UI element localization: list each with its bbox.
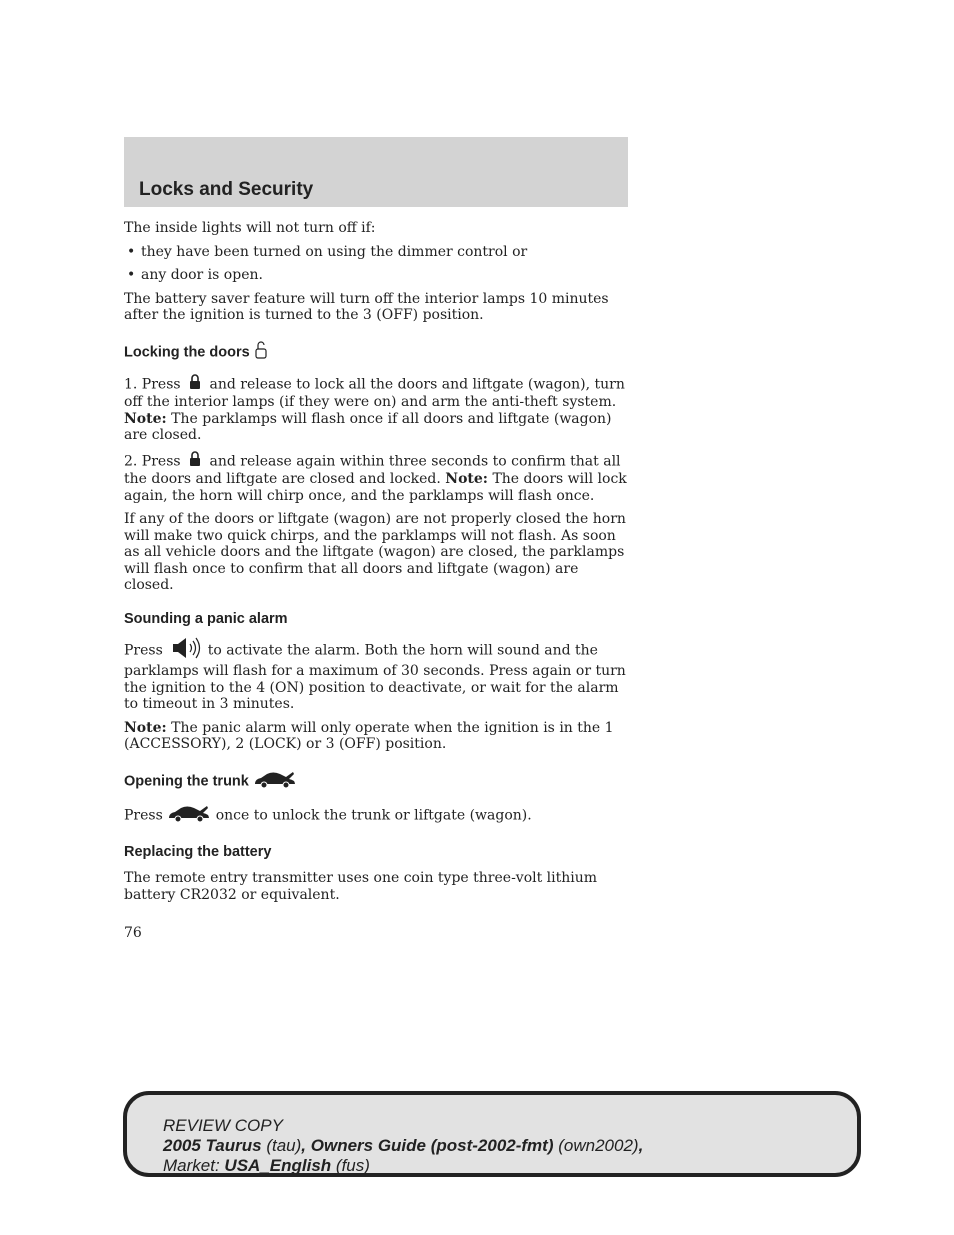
- battery-saver-text: The battery saver feature will turn off the interior lamps 10 minutes after the ignition is turned to the 3 (OFF) position.: [124, 290, 609, 323]
- battery-heading: Replacing the battery: [124, 844, 272, 860]
- unlock-icon: [254, 340, 268, 365]
- locking-step-2: 2. Press and release again within three seconds to confirm that all the doors and liftgate are closed and locked. Note: The doors will lock again, the horn will chirp once, and the parklamps will flash once.: [124, 451, 630, 505]
- trunk-text: Press once to unlock the trunk or liftgate (wagon).: [124, 803, 630, 828]
- section-header: [124, 137, 628, 207]
- locking-step-1: 1. Press and release to lock all the doors and liftgate (wagon), turn off the interior lamps (if they were on) and arm the anti-theft system. Note: The parklamps will flash once if all doors and liftgate (wagon) are closed.: [124, 374, 630, 444]
- panic-heading: Sounding a panic alarm: [124, 610, 288, 627]
- list-item: • any door is open.: [127, 267, 263, 283]
- intro-lead: The inside lights will not turn off if:: [124, 220, 376, 236]
- page-content: [124, 220, 630, 910]
- trunk-icon: [167, 803, 211, 828]
- footer-model-line: 2005 Taurus (tau), Owners Guide (post-2002-fmt) (own2002),: [163, 1136, 644, 1155]
- battery-text: The remote entry transmitter uses one coin type three-volt lithium battery CR2032 or equivalent.: [124, 870, 598, 903]
- page-number: 76: [124, 925, 142, 941]
- footer-market-line: Market: USA_English (fus): [163, 1156, 370, 1175]
- lock-icon: [185, 374, 205, 395]
- lock-icon: [185, 451, 205, 472]
- panic-note: Note: The panic alarm will only operate when the ignition is in the 1 (ACCESSORY), 2 (LOCK) or 3 (OFF) position.: [124, 719, 614, 752]
- locking-heading: Locking the doors: [124, 340, 630, 365]
- review-copy-label: REVIEW COPY: [163, 1116, 283, 1135]
- section-title: Locks and Security: [139, 179, 314, 200]
- horn-icon: [167, 637, 203, 664]
- trunk-heading: Opening the trunk: [124, 769, 630, 794]
- panic-text: Press to activate the alarm. Both the horn will sound and the parklamps will flash for a maximum of 30 seconds. Press again or turn the ignition to the 4 (ON) position to deactivate, or wait for the alarm to timeout in 3 minutes.: [124, 637, 630, 713]
- list-item: • they have been turned on using the dimmer control or: [127, 243, 528, 260]
- locking-paragraph: If any of the doors or liftgate (wagon) are not properly closed the horn will make two quick chirps, and the parklamps will not flash. As soon as all vehicle doors and the liftgate (wagon) are closed, the parklamps will flash once to confirm that all doors and liftgate (wagon) are closed.: [124, 511, 626, 593]
- review-footer: [123, 1091, 861, 1177]
- trunk-icon: [253, 769, 297, 794]
